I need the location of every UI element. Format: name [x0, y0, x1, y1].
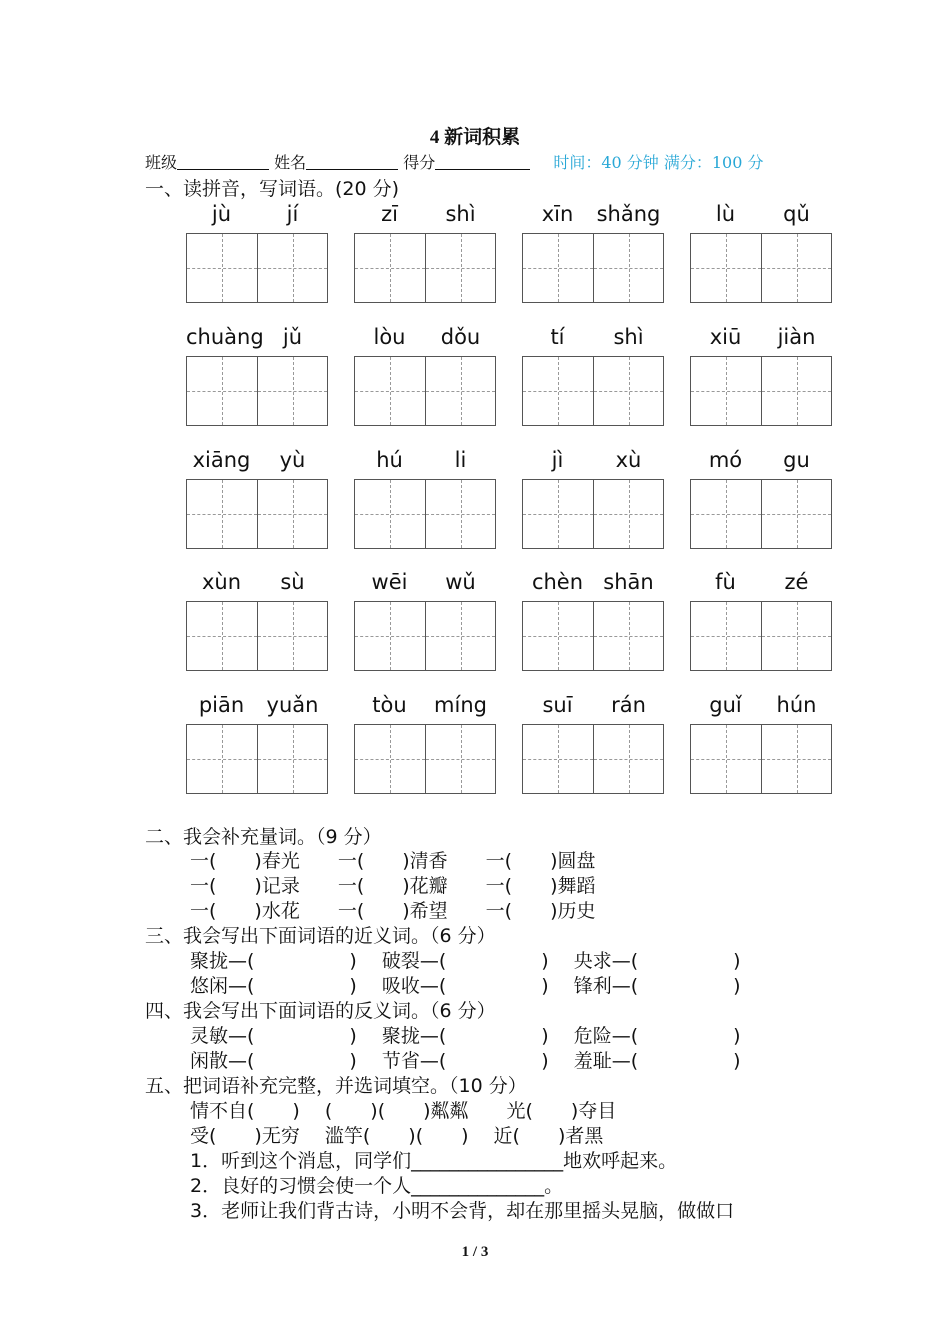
- writing-box[interactable]: [354, 601, 496, 671]
- tian-zi-cell[interactable]: [523, 725, 593, 793]
- pinyin-syllable: yuǎn: [266, 693, 319, 717]
- writing-box[interactable]: [690, 233, 832, 303]
- tian-zi-cell[interactable]: [257, 357, 327, 425]
- pinyin-syllable: chèn: [531, 570, 584, 594]
- writing-box[interactable]: [186, 233, 328, 303]
- pinyin-pair: [186, 693, 328, 717]
- score-label: 得分: [403, 153, 436, 172]
- section3-line: 聚拢—( ) 破裂—( ) 央求—( ): [190, 950, 741, 972]
- pinyin-pair: [354, 202, 496, 226]
- tian-zi-cell[interactable]: [593, 602, 663, 670]
- writing-box[interactable]: [354, 479, 496, 549]
- pinyin-pair: [354, 448, 496, 472]
- tian-zi-cell[interactable]: [523, 480, 593, 548]
- writing-box[interactable]: [690, 356, 832, 426]
- writing-box[interactable]: [522, 479, 664, 549]
- page-number: 1 / 3: [461, 1244, 489, 1260]
- pinyin-syllable: hú: [376, 448, 403, 472]
- writing-box[interactable]: [522, 724, 664, 794]
- tian-zi-cell[interactable]: [425, 602, 495, 670]
- pinyin-pair: [186, 570, 328, 594]
- pinyin-syllable: suī: [542, 693, 573, 717]
- tian-zi-cell[interactable]: [187, 480, 257, 548]
- pinyin-pair: [522, 325, 664, 349]
- tian-zi-cell[interactable]: [187, 725, 257, 793]
- section3-heading: 三、我会写出下面词语的近义词。（6 分）: [145, 925, 496, 947]
- pinyin-syllable: shì: [445, 202, 476, 226]
- pinyin-syllable: rán: [611, 693, 646, 717]
- pinyin-syllable: fù: [715, 570, 736, 594]
- tian-zi-cell[interactable]: [355, 725, 425, 793]
- tian-zi-cell[interactable]: [691, 725, 761, 793]
- pinyin-pair: [354, 693, 496, 717]
- section5-question: 3．老师让我们背古诗，小明不会背，却在那里摇头晃脑，做做口: [190, 1200, 735, 1222]
- pinyin-syllable: lòu: [373, 325, 406, 349]
- tian-zi-cell[interactable]: [425, 357, 495, 425]
- tian-zi-cell[interactable]: [761, 480, 831, 548]
- pinyin-syllable: li: [454, 448, 467, 472]
- pinyin-syllable: xiāng: [192, 448, 251, 472]
- tian-zi-cell[interactable]: [523, 602, 593, 670]
- pinyin-syllable: jiàn: [777, 325, 816, 349]
- pinyin-syllable: shì: [613, 325, 644, 349]
- pinyin-syllable: tòu: [372, 693, 407, 717]
- writing-box[interactable]: [186, 724, 328, 794]
- writing-box[interactable]: [354, 356, 496, 426]
- tian-zi-cell[interactable]: [187, 234, 257, 302]
- score-blank[interactable]: [435, 153, 530, 170]
- pinyin-pair: [522, 448, 664, 472]
- tian-zi-cell[interactable]: [691, 357, 761, 425]
- page-title: 4 新词积累: [429, 127, 521, 148]
- class-label: 班级: [145, 153, 178, 172]
- section5-line: 受( )无穷 滥竽( )( ) 近( )者黑: [190, 1125, 604, 1147]
- time-info: 时间：40 分钟 满分：100 分: [553, 153, 764, 172]
- tian-zi-cell[interactable]: [187, 357, 257, 425]
- writing-box[interactable]: [186, 356, 328, 426]
- pinyin-pair: [186, 202, 328, 226]
- pinyin-syllable: hún: [776, 693, 817, 717]
- tian-zi-cell[interactable]: [425, 725, 495, 793]
- tian-zi-cell[interactable]: [425, 480, 495, 548]
- section2-line: 一( )水花 一( )希望 一( )历史: [190, 900, 596, 922]
- pinyin-pair: [690, 570, 832, 594]
- tian-zi-cell[interactable]: [257, 725, 327, 793]
- pinyin-pair: [354, 570, 496, 594]
- section5-heading: 五、把词语补充完整，并选词填空。（10 分）: [145, 1075, 527, 1097]
- writing-box[interactable]: [186, 479, 328, 549]
- pinyin-pair: [690, 448, 832, 472]
- writing-box[interactable]: [690, 601, 832, 671]
- pinyin-syllable: xīn: [541, 202, 574, 226]
- pinyin-syllable: xùn: [201, 570, 242, 594]
- pinyin-syllable: jí: [286, 202, 299, 226]
- pinyin-syllable: jù: [211, 202, 232, 226]
- writing-box[interactable]: [186, 601, 328, 671]
- pinyin-syllable: dǒu: [440, 325, 481, 349]
- section2-line: 一( )记录 一( )花瓣 一( )舞蹈: [190, 875, 596, 897]
- pinyin-pair: [690, 693, 832, 717]
- pinyin-syllable: xù: [615, 448, 642, 472]
- pinyin-syllable: yù: [279, 448, 306, 472]
- tian-zi-cell[interactable]: [257, 602, 327, 670]
- section4-line: 闲散—( ) 节省—( ) 羞耻—( ): [190, 1050, 741, 1072]
- tian-zi-cell[interactable]: [761, 725, 831, 793]
- tian-zi-cell[interactable]: [593, 725, 663, 793]
- pinyin-pair: [186, 325, 328, 349]
- pinyin-pair: [522, 570, 664, 594]
- section2-line: 一( )春光 一( )清香 一( )圆盘: [190, 850, 596, 872]
- tian-zi-cell[interactable]: [761, 234, 831, 302]
- pinyin-syllable: mó: [708, 448, 743, 472]
- student-info-line: [145, 150, 764, 173]
- tian-zi-cell[interactable]: [257, 480, 327, 548]
- tian-zi-cell[interactable]: [355, 357, 425, 425]
- pinyin-pair: [186, 448, 328, 472]
- pinyin-syllable: guǐ: [709, 693, 742, 717]
- writing-box[interactable]: [522, 356, 664, 426]
- section4-heading: 四、我会写出下面词语的反义词。（6 分）: [145, 1000, 496, 1022]
- tian-zi-cell[interactable]: [691, 480, 761, 548]
- writing-box[interactable]: [690, 479, 832, 549]
- writing-box[interactable]: [354, 724, 496, 794]
- pinyin-syllable: wǔ: [445, 570, 476, 594]
- pinyin-syllable: sù: [280, 570, 305, 594]
- pinyin-syllable: zé: [784, 570, 809, 594]
- section5-question: 2．良好的习惯会使一个人______________。: [190, 1175, 564, 1197]
- tian-zi-cell[interactable]: [355, 602, 425, 670]
- writing-box[interactable]: [522, 233, 664, 303]
- pinyin-syllable: lù: [715, 202, 736, 226]
- section3-line: 悠闲—( ) 吸收—( ) 锋利—( ): [190, 975, 741, 997]
- name-label: 姓名: [274, 153, 307, 172]
- tian-zi-cell[interactable]: [691, 234, 761, 302]
- pinyin-syllable: piān: [198, 693, 245, 717]
- tian-zi-cell[interactable]: [593, 480, 663, 548]
- section2-heading: 二、我会补充量词。（9 分）: [145, 826, 382, 848]
- pinyin-syllable: wēi: [371, 570, 408, 594]
- pinyin-pair: [522, 693, 664, 717]
- tian-zi-cell[interactable]: [355, 234, 425, 302]
- pinyin-syllable: míng: [434, 693, 487, 717]
- pinyin-syllable: shǎng: [596, 202, 661, 226]
- pinyin-syllable: shān: [603, 570, 654, 594]
- tian-zi-cell[interactable]: [593, 234, 663, 302]
- tian-zi-cell[interactable]: [761, 602, 831, 670]
- pinyin-syllable: chuàng: [186, 325, 264, 349]
- section1-heading: 一、读拼音，写词语。(20 分): [145, 178, 400, 200]
- tian-zi-cell[interactable]: [523, 234, 593, 302]
- writing-box[interactable]: [522, 601, 664, 671]
- tian-zi-cell[interactable]: [761, 357, 831, 425]
- section5-line: 情不自( ) ( )( )粼粼 光( )夺目: [190, 1100, 617, 1122]
- pinyin-pair: [690, 325, 832, 349]
- pinyin-syllable: jǔ: [282, 325, 303, 349]
- writing-box[interactable]: [690, 724, 832, 794]
- pinyin-syllable: qǔ: [783, 202, 810, 226]
- tian-zi-cell[interactable]: [425, 234, 495, 302]
- tian-zi-cell[interactable]: [691, 602, 761, 670]
- tian-zi-cell[interactable]: [257, 234, 327, 302]
- pinyin-syllable: zī: [381, 202, 398, 226]
- tian-zi-cell[interactable]: [355, 480, 425, 548]
- section5-question: 1．听到这个消息，同学们________________地欢呼起来。: [190, 1150, 678, 1172]
- class-blank[interactable]: [177, 153, 269, 170]
- pinyin-pair: [354, 325, 496, 349]
- pinyin-syllable: tí: [550, 325, 565, 349]
- writing-box[interactable]: [354, 233, 496, 303]
- section4-line: 灵敏—( ) 聚拢—( ) 危险—( ): [190, 1025, 741, 1047]
- tian-zi-cell[interactable]: [593, 357, 663, 425]
- pinyin-syllable: gu: [783, 448, 810, 472]
- pinyin-syllable: jì: [551, 448, 564, 472]
- tian-zi-cell[interactable]: [523, 357, 593, 425]
- pinyin-syllable: xiū: [709, 325, 742, 349]
- pinyin-pair: [522, 202, 664, 226]
- pinyin-pair: [690, 202, 832, 226]
- tian-zi-cell[interactable]: [187, 602, 257, 670]
- name-blank[interactable]: [306, 153, 398, 170]
